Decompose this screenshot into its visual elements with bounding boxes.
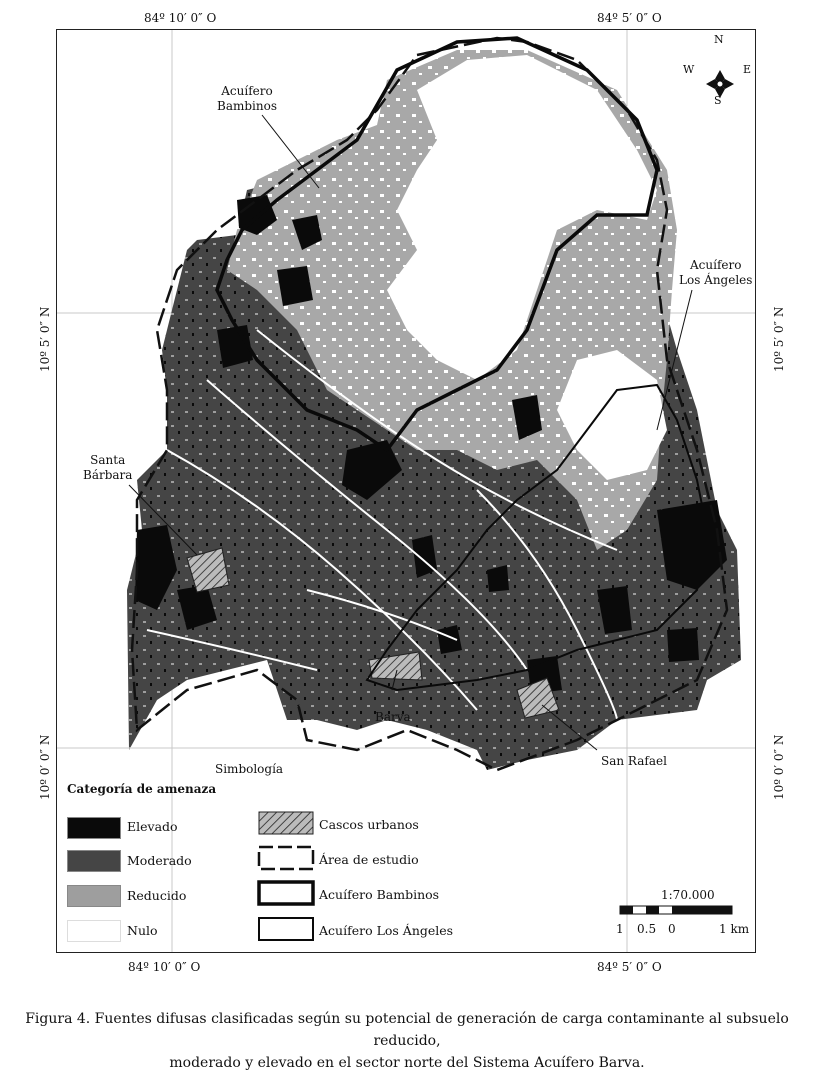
legend-label-bambinos: Acuífero Bambinos — [319, 887, 440, 902]
map-frame — [56, 29, 756, 953]
label-bambinos-line1: Acuífero — [221, 84, 273, 98]
figure-caption — [0, 1008, 814, 1074]
scale-tick-km: 1 km — [719, 922, 750, 936]
legend-dashed-swatch — [259, 847, 313, 869]
label-santa-barbara-line2: Bárbara — [83, 468, 133, 482]
legend-thick-swatch — [259, 882, 313, 904]
legend-hatch-swatch — [259, 812, 313, 834]
label-los-angeles — [679, 258, 752, 288]
legend-label-los-angeles: Acuífero Los Ángeles — [319, 923, 454, 938]
scale-ratio: 1:70.000 — [661, 888, 715, 902]
compass-s: S — [714, 94, 722, 107]
label-santa-barbara — [83, 453, 132, 483]
scale-bar — [620, 906, 732, 914]
coord-left-lower: 10º 0′ 0″ N — [38, 734, 52, 800]
label-los-angeles-line2: Los Ángeles — [679, 273, 753, 287]
legend-label-area: Área de estudio — [319, 852, 419, 867]
coord-top-left: 84º 10′ 0″ O — [144, 11, 217, 25]
label-bambinos-line2: Bambinos — [217, 99, 277, 113]
compass-w: W — [683, 63, 695, 76]
legend-label-nulo: Nulo — [127, 923, 158, 938]
caption-line1: Figura 4. Fuentes difusas clasificadas según su potencial de generación de carga contaminante al subsuelo reducido, — [25, 1011, 789, 1049]
coord-left-upper: 10º 5′ 0″ N — [38, 306, 52, 372]
coord-bottom-left: 84º 10′ 0″ O — [128, 960, 201, 974]
compass-e: E — [743, 63, 752, 76]
label-bambinos — [217, 84, 277, 114]
label-barva: Barva — [375, 710, 411, 724]
legend-label-cascos: Cascos urbanos — [319, 817, 419, 832]
legend-label-reducido: Reducido — [127, 888, 187, 903]
legend-category-title: Categoría de amenaza — [67, 782, 217, 796]
legend-swatch-nulo — [67, 920, 121, 942]
legend-swatch-elevado — [67, 817, 121, 839]
label-los-angeles-line1: Acuífero — [689, 258, 742, 272]
scale-tick-05: 0.5 — [637, 922, 657, 936]
legend-thin-swatch — [259, 918, 313, 940]
compass-n: N — [714, 33, 724, 46]
legend-label-elevado: Elevado — [127, 819, 178, 834]
caption-line2: moderado y elevado en el sector norte del Sistema Acuífero Barva. — [169, 1055, 645, 1071]
legend-label-moderado: Moderado — [127, 853, 192, 868]
scale-tick-1: 1 — [616, 922, 624, 936]
label-santa-barbara-line1: Santa — [90, 453, 126, 467]
map-canvas — [57, 30, 756, 953]
coord-bottom-right: 84º 5′ 0″ O — [597, 960, 662, 974]
legend-swatch-moderado — [67, 850, 121, 872]
coord-right-upper: 10º 5′ 0″ N — [772, 306, 786, 372]
label-san-rafael: San Rafael — [601, 754, 667, 768]
coord-top-right: 84º 5′ 0″ O — [597, 11, 662, 25]
legend-swatch-reducido — [67, 885, 121, 907]
coord-right-lower: 10º 0′ 0″ N — [772, 734, 786, 800]
scale-tick-0: 0 — [668, 922, 676, 936]
legend-title: Simbología — [215, 762, 284, 776]
